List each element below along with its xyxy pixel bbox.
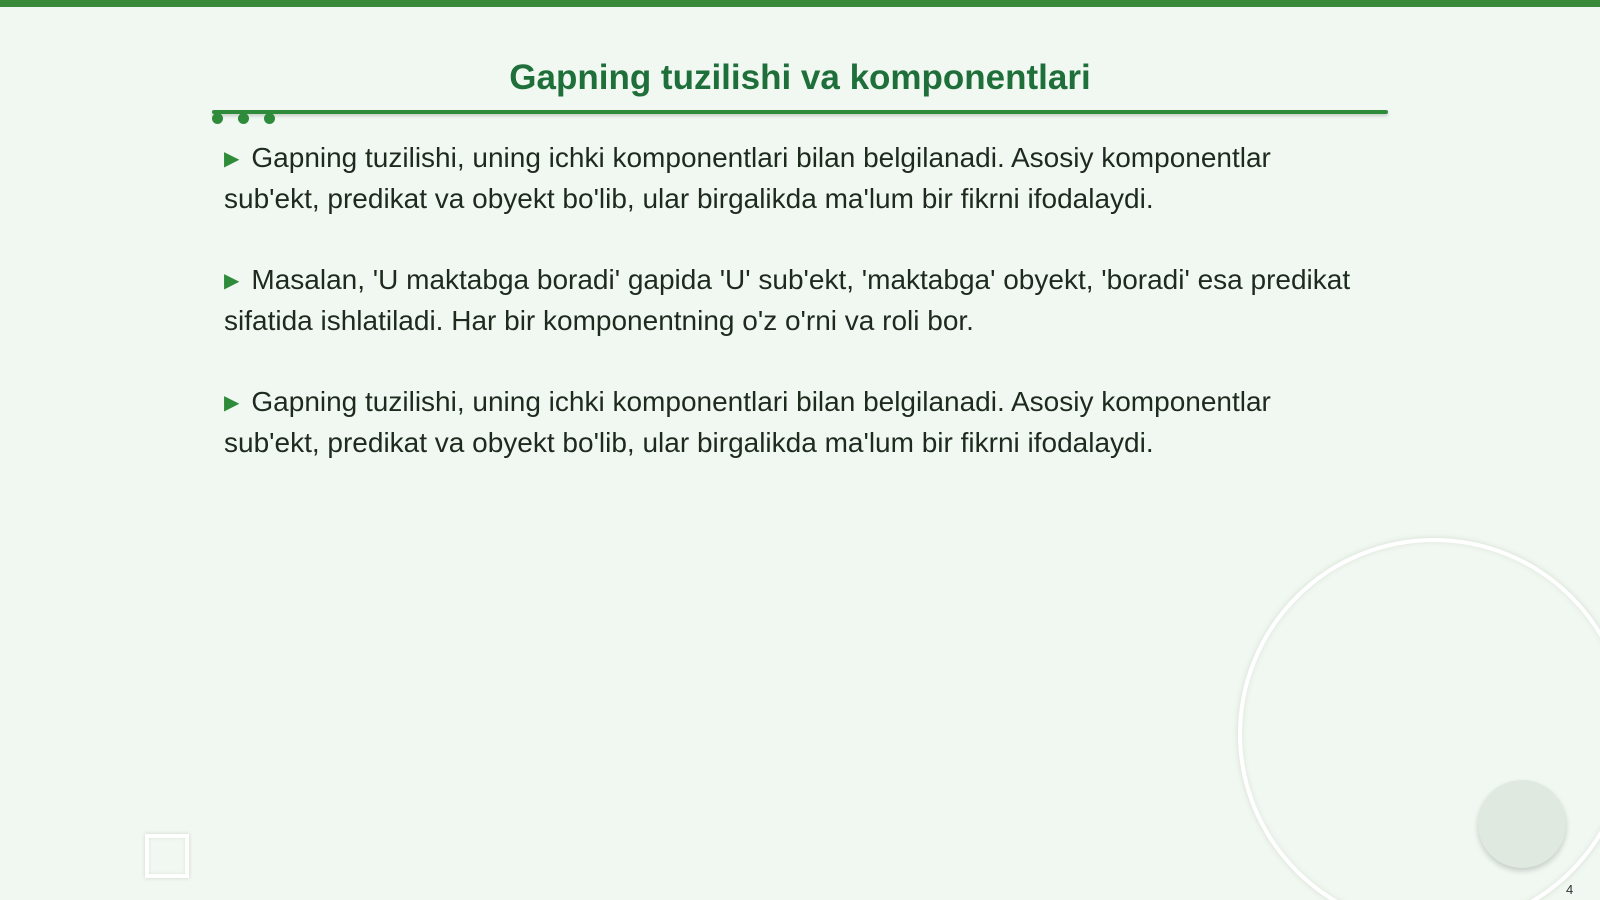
bullet-text: Gapning tuzilishi, uning ichki komponentlari bilan belgilanadi. Asosiy komponentlar sub'ekt, predikat va obyekt bo'lib, ular birgalikda ma'lum bir fikrni ifodalaydi. [224,142,1271,214]
bullet-text: Masalan, 'U maktabga boradi' gapida 'U' sub'ekt, 'maktabga' obyekt, 'boradi' esa predikat sifatida ishlatiladi. Har bir komponentning o'z o'rni va roli bor. [224,264,1351,336]
slide-title: Gapning tuzilishi va komponentlari [509,58,1091,97]
triangle-bullet-icon: ▶ [224,148,240,170]
decorative-square [145,834,189,878]
triangle-bullet-icon: ▶ [224,392,240,414]
bullet-item [224,138,1354,219]
dot-1 [212,113,223,124]
decorative-small-circle [1478,780,1566,868]
bullet-list [224,138,1354,504]
bullet-item [224,260,1354,341]
title-dots [212,113,275,124]
bullet-item [224,382,1354,463]
bullet-text: Gapning tuzilishi, uning ichki komponentlari bilan belgilanadi. Asosiy komponentlar sub'ekt, predikat va obyekt bo'lib, ular birgalikda ma'lum bir fikrni ifodalaydi. [224,386,1271,458]
dot-3 [264,113,275,124]
title-underline [212,110,1388,114]
dot-2 [238,113,249,124]
page-number: 4 [1566,882,1574,897]
top-accent-bar [0,0,1600,7]
triangle-bullet-icon: ▶ [224,270,240,292]
